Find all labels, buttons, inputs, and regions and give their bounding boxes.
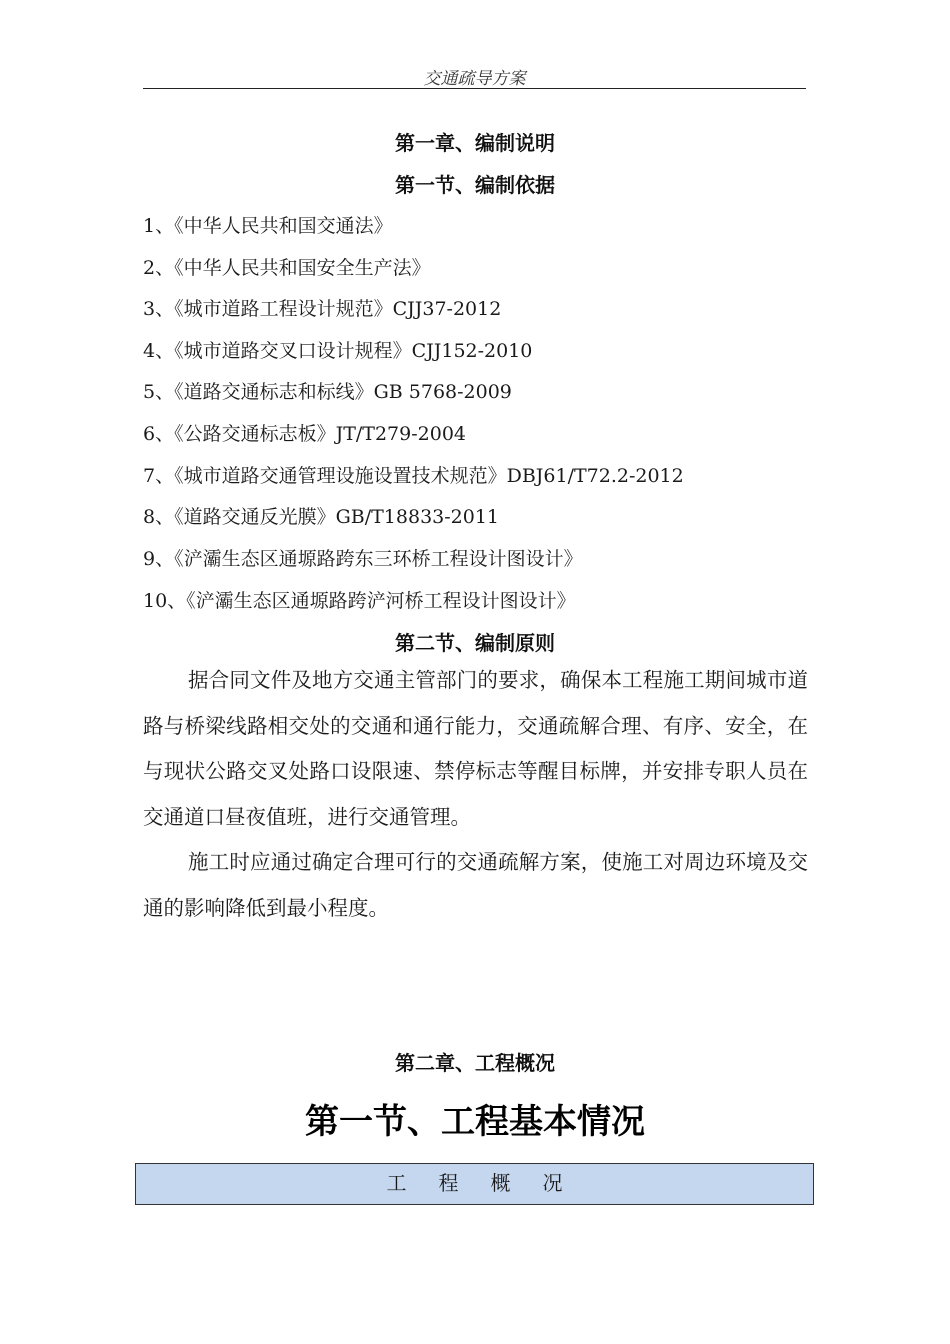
section2-title: 第二节、编制原则 xyxy=(395,631,555,655)
reference-item: 4、《城市道路交叉口设计规程》CJJ152-2010 xyxy=(143,340,533,362)
reference-item: 6、《公路交通标志板》JT/T279-2004 xyxy=(143,423,466,445)
reference-item: 5、《道路交通标志和标线》GB 5768-2009 xyxy=(143,381,512,403)
reference-item: 9、《浐灞生态区通塬路跨东三环桥工程设计图设计》 xyxy=(143,548,583,570)
reference-item: 1、《中华人民共和国交通法》 xyxy=(143,215,393,237)
reference-item: 7、《城市道路交通管理设施设置技术规范》DBJ61/T72.2-2012 xyxy=(143,465,684,487)
section1-title: 第一节、编制依据 xyxy=(395,173,555,197)
chapter2-title: 第二章、工程概况 xyxy=(395,1051,555,1075)
chapter2-section1-title: 第一节、工程基本情况 xyxy=(305,1102,645,1142)
reference-item: 3、《城市道路工程设计规范》CJJ37-2012 xyxy=(143,298,502,320)
reference-item: 10、《浐灞生态区通塬路跨浐河桥工程设计图设计》 xyxy=(143,590,576,612)
chapter1-title: 第一章、编制说明 xyxy=(395,131,555,155)
reference-item: 2、《中华人民共和国安全生产法》 xyxy=(143,257,431,279)
header-rule xyxy=(143,88,806,89)
overview-table xyxy=(135,1163,814,1205)
reference-item: 8、《道路交通反光膜》GB/T18833-2011 xyxy=(143,506,500,528)
principle-paragraph: 施工时应通过确定合理可行的交通疏解方案，使施工对周边环境及交通的影响降低到最小程度。 xyxy=(143,850,808,920)
principle-paragraph: 据合同文件及地方交通主管部门的要求，确保本工程施工期间城市道路与桥梁线路相交处的交通和通行能力，交通疏解合理、有序、安全，在与现状公路交叉处路口设限速、禁停标志等醒目标牌，并安排专职人员在交通道口昼夜值班，进行交通管理。 xyxy=(143,668,808,829)
overview-table-header: 工程概况 xyxy=(386,1171,595,1195)
page-header-title: 交通疏导方案 xyxy=(423,69,526,89)
